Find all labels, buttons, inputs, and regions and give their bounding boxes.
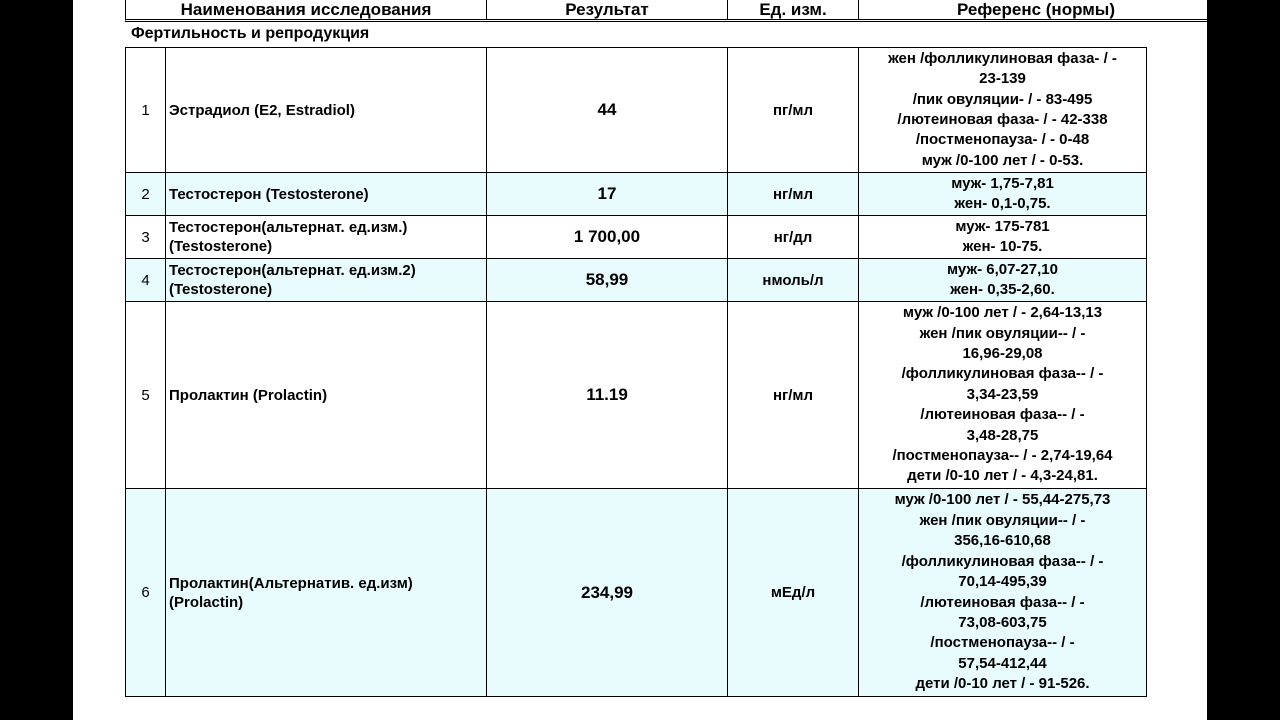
reference-range [859,302,1147,489]
row-number: 1 [126,48,166,173]
reference-line: муж- 6,07-27,10 [947,260,1058,278]
reference-line: жен /фолликулиновая фаза- / - [888,49,1117,67]
result-value: 1 700,00 [487,216,728,259]
reference-line: /фолликулиновая фаза-- / - [901,552,1104,570]
reference-line: 73,08-603,75 [958,613,1047,631]
document-page [73,0,1207,720]
table-row [126,489,1147,697]
reference-range [859,489,1147,697]
reference-line: /лютеиновая фаза-- / - [920,406,1085,424]
table-row [126,302,1147,489]
reference-range [859,173,1147,216]
reference-line: 3,48-28,75 [966,426,1039,444]
result-value: 44 [487,48,728,173]
row-number: 5 [126,302,166,489]
reference-line: 3,34-23,59 [966,385,1039,403]
result-value: 234,99 [487,489,728,697]
reference-line: /постменопауза- / - 0-48 [915,131,1090,149]
reference-line: /фолликулиновая фаза-- / - [901,365,1104,383]
result-value: 58,99 [487,259,728,302]
test-name [166,489,487,697]
header-name: Наименования исследования [126,0,487,19]
reference-line: /пик овуляции- / - 83-495 [912,90,1093,108]
table-row [126,216,1147,259]
section-title: Фертильность и репродукция [131,25,370,42]
unit: пг/мл [728,48,859,173]
unit: нг/мл [728,302,859,489]
reference-line: муж /0-100 лет / - 55,44-275,73 [894,491,1111,509]
result-value: 11.19 [487,302,728,489]
unit: нг/дл [728,216,859,259]
table-row [126,259,1147,302]
reference-line: дети /0-10 лет / - 4,3-24,81. [907,467,1098,485]
reference-line: дети /0-10 лет / - 91-526. [915,675,1090,693]
reference-line: муж /0-100 лет / - 2,64-13,13 [902,304,1103,322]
reference-line: жен /пик овуляции-- / - [919,324,1086,342]
reference-line: жен- 0,1-0,75. [954,195,1051,212]
test-name-line: Эстрадиол (Е2, Estradiol) [169,101,355,119]
test-name-line: Пролактин(Альтернатив. ед.изм) [169,574,413,592]
row-number: 4 [126,259,166,302]
reference-line: муж- 1,75-7,81 [951,174,1054,192]
test-name-line: (Prolactin) [169,593,244,611]
test-name [166,259,487,302]
unit: нмоль/л [728,259,859,302]
reference-line: жен- 10-75. [962,238,1043,255]
reference-line: муж- 175-781 [955,217,1050,235]
result-value: 17 [487,173,728,216]
test-name-line: (Testosterone) [169,281,273,298]
reference-range [859,48,1147,173]
table-row [126,173,1147,216]
test-name [166,216,487,259]
unit: нг/мл [728,173,859,216]
row-number: 2 [126,173,166,216]
header-result: Результат [487,0,728,19]
table-header [125,0,1214,22]
reference-range [859,216,1147,259]
unit: мЕд/л [728,489,859,697]
test-name-line: Тестостерон (Testosterone) [169,185,369,203]
row-number: 6 [126,489,166,697]
reference-line: /постменопауза-- / - [930,634,1075,652]
test-name-line: Тестостерон(альтернат. ед.изм.2) [169,262,416,279]
header-reference: Референс (нормы) [957,0,1115,19]
reference-line: жен- 0,35-2,60. [950,281,1055,298]
test-name-line: Тестостерон(альтернат. ед.изм.) [169,219,408,236]
reference-line: /лютеиновая фаза-- / - [920,593,1085,611]
reference-line: 356,16-610,68 [954,532,1051,550]
results-table [125,47,1147,697]
test-name [166,302,487,489]
reference-line: жен /пик овуляции-- / - [919,511,1086,529]
reference-line: 23-139 [979,70,1026,88]
reference-range [859,259,1147,302]
reference-line: 57,54-412,44 [958,654,1047,672]
row-number: 3 [126,216,166,259]
reference-line: 70,14-495,39 [958,573,1047,591]
reference-line: /лютеиновая фаза- / - 42-338 [897,111,1108,128]
test-name-line: (Testosterone) [169,238,273,255]
reference-line: муж /0-100 лет / - 0-53. [921,151,1084,169]
header-unit: Ед. изм. [728,0,859,19]
test-name [166,173,487,216]
test-name [166,48,487,173]
test-name-line: Пролактин (Prolactin) [169,386,328,404]
reference-line: 16,96-29,08 [962,344,1043,362]
table-row [126,48,1147,173]
reference-line: /постменопауза-- / - 2,74-19,64 [892,447,1113,465]
